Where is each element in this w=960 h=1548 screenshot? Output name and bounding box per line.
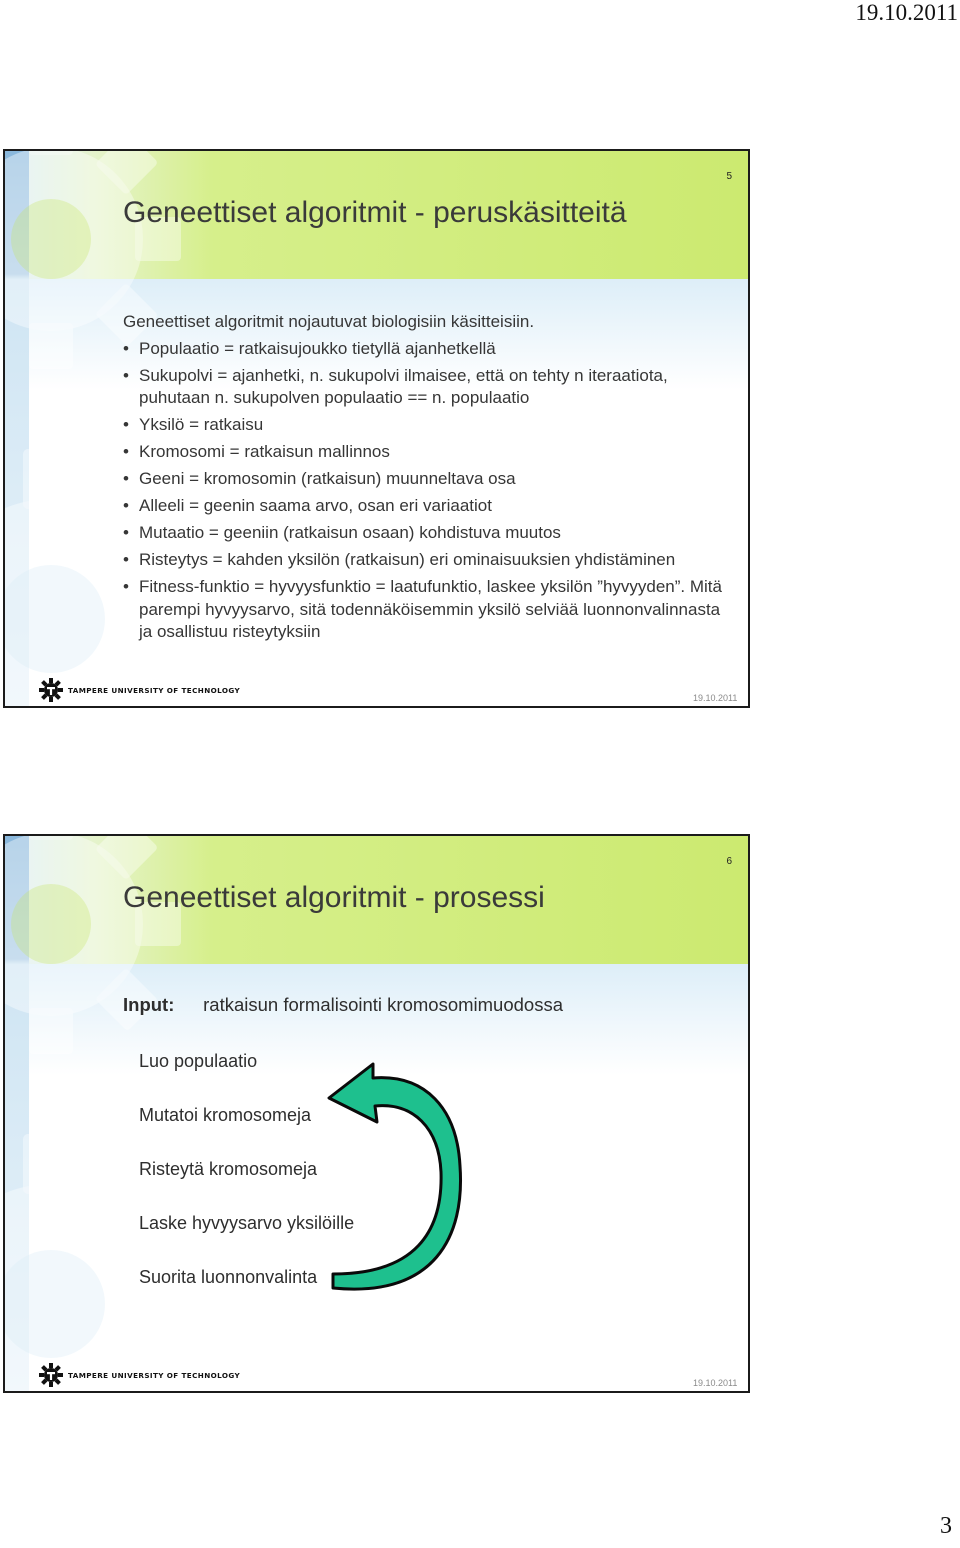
input-label: Input: — [123, 994, 175, 1015]
slide-number: 6 — [726, 856, 732, 867]
slide-content — [123, 311, 723, 648]
slide-6 — [3, 834, 750, 1393]
process-step: Mutatoi kromosomeja — [139, 1105, 312, 1125]
list-item: • Fitness-funktio = hyvyysfunktio = laatufunktio, laskee yksilön ”hyvyyden”. Mitä parempi hyvyysarvo, sitä todennäköisemmin yksilö selviää luonnonvalinnasta ja osallistuu risteytyksiin — [123, 576, 723, 644]
slide-number: 5 — [726, 171, 732, 182]
process-step: Luo populaatio — [139, 1051, 258, 1071]
process-step: Laske hyvyysarvo yksilöille — [139, 1213, 355, 1233]
university-name: TAMPERE UNIVERSITY OF TECHNOLOGY — [68, 685, 241, 695]
slide-5 — [3, 149, 750, 708]
slide-title: Geneettiset algoritmit - prosessi — [123, 881, 545, 914]
page-date: 19.10.2011 — [855, 0, 958, 25]
concept-list — [123, 338, 723, 644]
footer-date: 19.10.2011 — [693, 1378, 738, 1388]
page-number: 3 — [940, 1513, 952, 1539]
footer-date: 19.10.2011 — [693, 693, 738, 703]
list-item: • Mutaatio = geeniin (ratkaisun osaan) kohdistuva muutos — [123, 522, 723, 545]
list-item: • Kromosomi = ratkaisun mallinnos — [123, 441, 723, 464]
university-logo — [39, 678, 240, 702]
list-item: • Sukupolvi = ajanhetki, n. sukupolvi ilmaisee, että on tehty n iteraatiota, puhutaan n. sukupolven populaatio == n. populaatio — [123, 365, 723, 410]
tut-gear-logo-icon — [39, 678, 63, 702]
process-steps — [139, 1049, 354, 1319]
intro-text: Geneettiset algoritmit nojautuvat biologisiin käsitteisiin. — [123, 312, 535, 331]
list-item: • Risteytys = kahden yksilön (ratkaisun) eri ominaisuuksien yhdistäminen — [123, 549, 723, 572]
input-text: ratkaisun formalisointi kromosomimuodossa — [203, 994, 563, 1015]
process-step: Suorita luonnonvalinta — [139, 1267, 318, 1287]
tut-gear-logo-icon — [39, 1363, 63, 1387]
slide-title: Geneettiset algoritmit - peruskäsitteitä — [123, 196, 627, 229]
university-logo — [39, 1363, 240, 1387]
university-name: TAMPERE UNIVERSITY OF TECHNOLOGY — [68, 1370, 241, 1380]
cycle-arrow-icon — [325, 1036, 485, 1306]
list-item: • Geeni = kromosomin (ratkaisun) muunneltava osa — [123, 468, 723, 491]
list-item: • Alleeli = geenin saama arvo, osan eri variaatiot — [123, 495, 723, 518]
list-item: • Populaatio = ratkaisujoukko tietyllä ajanhetkellä — [123, 338, 723, 361]
input-row — [123, 994, 563, 1016]
process-step: Risteytä kromosomeja — [139, 1159, 318, 1179]
list-item: • Yksilö = ratkaisu — [123, 414, 723, 437]
